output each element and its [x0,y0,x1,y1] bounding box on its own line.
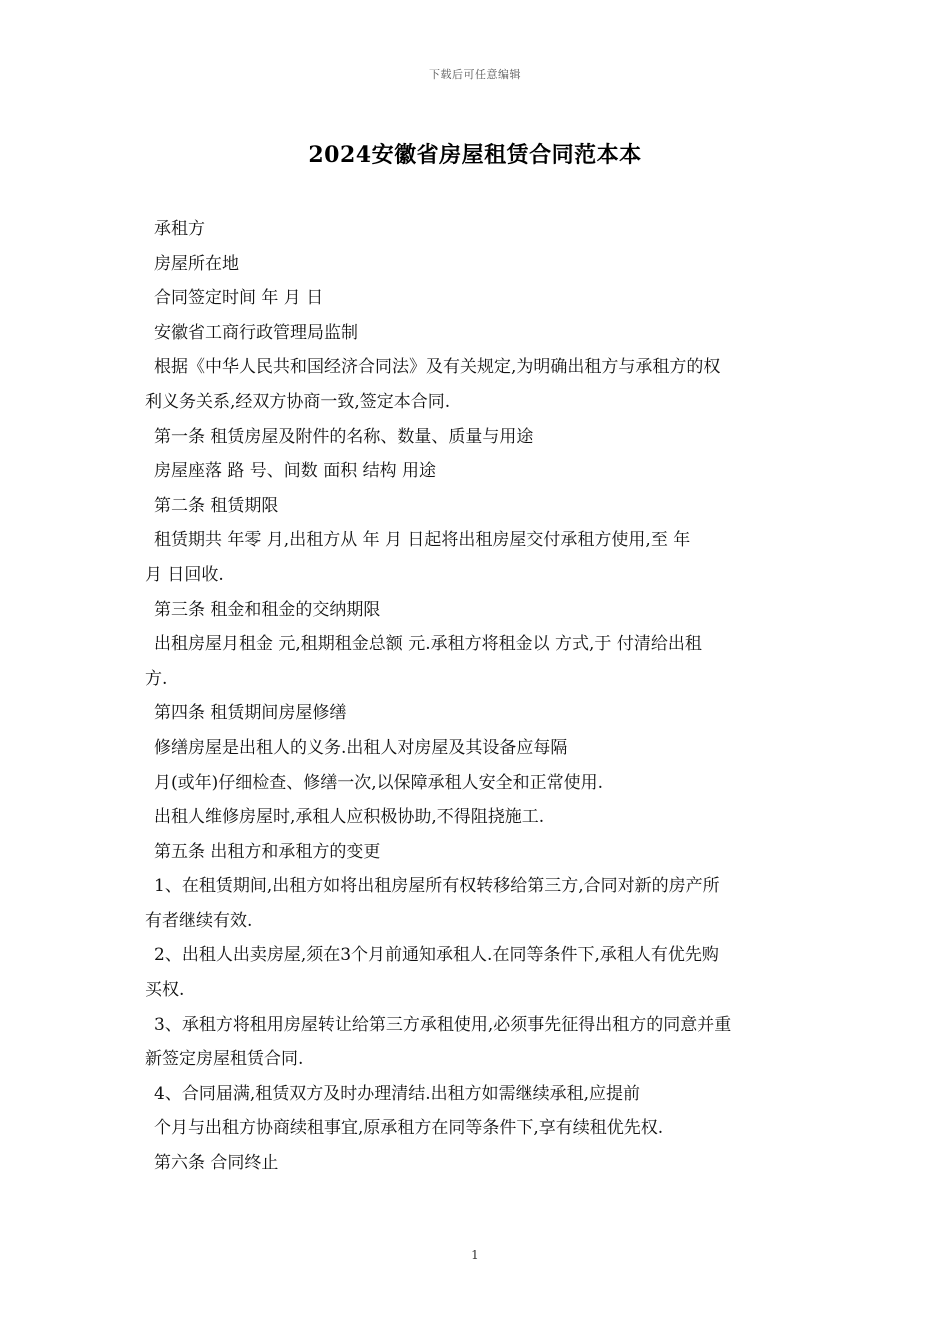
paragraph-line: 房屋座落 路 号、间数 面积 结构 用途 [154,461,437,482]
paragraph-line: 安徽省工商行政管理局监制 [154,322,358,343]
paragraph-line: 3、承租方将租用房屋转让给第三方承租使用,必须事先征得出租方的同意并重 [154,1014,732,1035]
paragraph-line: 第二条 租赁期限 [154,495,279,516]
header-note: 下载后可任意编辑 [429,68,521,81]
paragraph-line: 承租方 [154,219,205,239]
paragraph-line: 方. [145,668,168,689]
paragraph-line: 第六条 合同终止 [154,1153,279,1174]
paragraph-line: 个月与出租方协商续租事宜,原承租方在同等条件下,享有续租优先权. [154,1118,664,1139]
paragraph-line: 修缮房屋是出租人的义务.出租人对房屋及其设备应每隔 [154,737,568,758]
paragraph-line: 新签定房屋租赁合同. [145,1049,304,1070]
paragraph-line: 有者继续有效. [145,910,253,931]
paragraph-line: 第五条 出租方和承租方的变更 [154,841,381,862]
paragraph-line: 4、合同届满,租赁双方及时办理清结.出租方如需继续承租,应提前 [154,1083,641,1104]
paragraph-line: 出租房屋月租金 元,租期租金总额 元.承租方将租金以 方式,于 付清给出租 [154,634,702,655]
paragraph-line: 1、在租赁期间,出租方如将出租房屋所有权转移给第三方,合同对新的房产所 [154,876,720,897]
paragraph-line: 月(或年)仔细检查、修缮一次,以保障承租人安全和正常使用. [154,772,604,793]
paragraph-line: 第三条 租金和租金的交纳期限 [154,599,381,620]
paragraph-line: 根据《中华人民共和国经济合同法》及有关规定,为明确出租方与承租方的权 [154,357,721,378]
paragraph-line: 出租人维修房屋时,承租人应积极协助,不得阻挠施工. [154,807,545,828]
paragraph-line: 房屋所在地 [154,253,239,274]
paragraph-line: 2、出租人出卖房屋,须在3个月前通知承租人.在同等条件下,承租人有优先购 [154,945,719,966]
paragraph-line: 第四条 租赁期间房屋修缮 [154,703,347,724]
paragraph-line: 月 日回收. [145,564,224,585]
page-number: 1 [471,1248,479,1262]
paragraph-line: 租赁期共 年零 月,出租方从 年 月 日起将出租房屋交付承租方使用,至 年 [154,530,691,551]
paragraph-line: 合同签定时间 年 月 日 [154,288,324,309]
document-title: 2024安徽省房屋租赁合同范本本 [308,142,642,168]
paragraph-line: 利义务关系,经双方协商一致,签定本合同. [145,391,451,412]
contract-body [145,212,810,1181]
paragraph-line: 第一条 租赁房屋及附件的名称、数量、质量与用途 [154,426,534,447]
paragraph-line: 买权. [145,980,185,1001]
